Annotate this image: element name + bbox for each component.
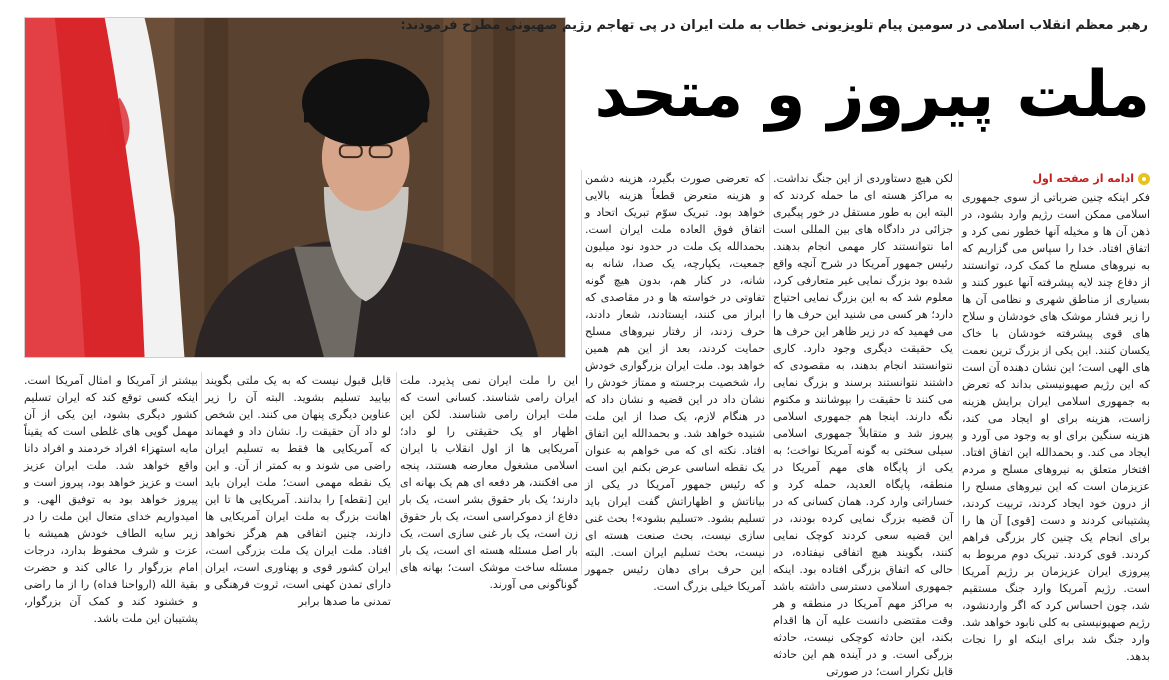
column-divider (581, 170, 582, 575)
bullet-icon (1138, 173, 1150, 185)
continuation-label: ادامه از صفحه اول (1032, 172, 1134, 185)
column-text: قابل قبول نیست که به یک ملتی بگویند بیایید تسلیم بشوید. البته آن را زیر عناوین دیگری پنهان می کنند. این شخص لو داد آن حقیقت را. نشان داد و فهماند که آمریکایی ها فقط به تسلیم ایران راضی می شوند و به کمتر از آن. و این یک نقطه مهمی است؛ ملت ایران باید این [نقطه] را بدانند. آمریکایی ها تا این اهانت بزرگ به ملت ایران آمریکایی ها دارند، چنین اتفاقی هم هرگز نخواهد افتاد. ملت ایران یک ملت بزرگی است، ایران کشور قوی و پهناوری است، ایران دارای تمدن کهنی است، ثروت فرهنگی و تمدنی ما صدها برابر (205, 374, 391, 608)
article-column-1 (961, 170, 1150, 663)
column-text: بیشتر از آمریکا و امثال آمریکا است. اینکه کسی توقع کند که ایران تسلیم کشور دیگری بشود، این یکی از آن مهمل گویی های غلطی است که یقیناً مایه استهزاء افراد خردمند و افراد دانا واقع خواهد شد. ملت ایران عزیز است و عزیز خواهد بود، پیروز است و پیروز خواهد بود به توفیق الهی. و امیدواریم خدای متعال این ملت را در زیر سایه الطاف خودش همیشه با عزت و شرف محفوظ بدارد، درجات امام بزرگوار را عالی کند و حضرت بقیة الله (ارواحنا فداه) را از ما راضی و خشنود کند و کمک آن بزرگوار، پشتیبان این ملت باشد. (24, 374, 198, 625)
article-column-3 (585, 170, 765, 593)
column-divider (396, 372, 397, 575)
column-text: که تعرضی صورت بگیرد، هزینه دشمن و هزینه متعرض قطعاً هزینه بالایی خواهد بود. تبریک سوّم تبریک اتحاد و اتفاق فوق العاده ملت ایران است. بحمدالله یک ملت در حدود نود میلیون جمعیت، یکپارچه، یک صدا، شانه به شانه، در کنار هم، بدون هیچ گونه تفاوتی در خواسته ها و در مقاصدی که ابراز می کنند، ایستادند، شعار دادند، حرف زدند، از رفتار نیروهای مسلح حمایت کردند، بعد از این هم همین خواهد بود. ملت ایران بزرگواری خودش را، شخصیت برجسته و ممتاز خودش را نشان داد در این قضیه و نشان داد که در هنگام لازم، یک صدا از این ملت شنیده خواهد شد. و بحمدالله این اتفاق افتاد. نکته ای که می خواهم به عنوان یک نقطه اساسی عرض بکنم این است که رئیس جمهور آمریکا در یکی از بیاناتش و اظهاراتش گفت ایران باید تسلیم بشود. «تسلیم بشود»! بحث غنی سازی نیست، بحث صنعت هسته ای نیست، بحث تسلیم ایران است. البته این حرف برای دهان رئیس جمهور آمریکا خیلی بزرگ است. (585, 172, 765, 593)
column-text: فکر اینکه چنین ضرباتی از سوی جمهوری اسلامی ممکن است رژیم وارد بشود، در ذهن آن ها و مخیله آنها خطور نمی کرد و اتفاق افتاد. خدا را سپاس می گزاریم که به نیروهای مسلح ما کمک کرد، توانستند از دفاع چند لایه پیشرفته آنها عبور کنند و بسیاری از مناطق شهری و نظامی آن ها را زیر فشار موشک های خودشان و سلاح های قوی پیشرفته خودشان با خاک یکسان کنند. این یکی از بزرگ ترین نعمت های الهی است؛ این نشان دهنده آن است که این رژیم صهیونیستی بداند که تعرض به جمهوری اسلامی ایران برایش هزینه زاست، هزینه برای او ایجاد می کند، هزینه سنگین برای او به وجود می آورد و ایجاد می کند. و بحمدالله این اتفاق افتاد. افتخار متعلق به نیروهای مسلح و مردم عزیزمان است که این نیروهای مسلح را از درون خود ایجاد کردند، تربیت کردند، پشتیبانی کردند و دست [قوی] آن ها را برای انجام یک چنین کار بزرگی فراهم کردند. قوی کردند. تبریک دوم مربوط به پیروزی ایران عزیزمان بر رژیم آمریکا است. رژیم آمریکا وارد جنگ مستقیم شد، چون احساس کرد که اگر واردنشود، رژیم صهیونیستی به کلی نابود خواهد شد. وارد جنگ شد برای اینکه او را نجات بدهد. (961, 191, 1150, 663)
column-divider (958, 170, 959, 575)
portrait-image (25, 18, 565, 357)
continuation-marker[interactable] (962, 170, 1150, 187)
article-column-4 (400, 372, 578, 591)
column-divider (201, 372, 202, 575)
article-column-2 (773, 170, 953, 678)
column-text: لکن هیچ دستاوردی از این جنگ نداشت. به مراکز هسته ای ما حمله کردند که البته این به طور مستقل در خور پیگیری جزائی در دادگاه های بین المللی است اما نتوانستند کار مهمی انجام بدهند. رئیس جمهور آمریکا در شرح آنچه واقع شده بود بزرگ نمایی غیر متعارفی کرد، معلوم شد که به این بزرگ نمایی احتیاج دارد؛ هر کسی می شنید این حرف ها را می فهمید که در زیر ظاهر این حرف ها یک حقیقت دیگری وجود دارد. کاری نتوانستند انجام بدهند، به مقصودی که داشتند نتوانستند برسند و بزرگ نمایی می کنند تا حقیقت را بپوشانند و مکتوم نگه دارند. اینجا هم جمهوری اسلامی پیروز شد و متقابلاً جمهوری اسلامی سیلی سختی به گونه آمریکا نواخت؛ به یکی از پایگاه های مهم آمریکا در منطقه، پایگاه العدید، حمله کرد و خساراتی وارد کرد. همان کسانی که در آن قضیه بزرگ نمایی کرده بودند، در این قضیه سعی کردند کوچک نمایی کنند، بگویند هیچ اتفاقی نیفتاده، در حالی که اتفاق بزرگی افتاده بود. اینکه جمهوری اسلامی دسترسی داشته باشد به مراکز مهم آمریکا در منطقه و هر وقت مقتضی دانست علیه آن ها اقدام بکند، این حادثه کوچکی نیست، حادثه بزرگی است. و در آینده هم این حادثه قابل تکرار است؛ در صورتی (773, 172, 953, 678)
article-column-6 (24, 372, 198, 625)
headline-kicker: رهبر معظم انقلاب اسلامی در سومین پیام تلویزیونی خطاب به ملت ایران در پی تهاجم رژیم صهیونی مطرح فرمودند: (400, 18, 1148, 33)
column-text: این را ملت ایران نمی پذیرد. ملت ایران رامی شناسند. کسانی است که ملت ایران رامی شناسند. لکن این اظهار او یک حقیقتی را لو داد؛ آمریکایی ها از اول انقلاب با ایران اسلامی مشغول معارضه هستند، پنجه می افکنند، هر دفعه ای هم یک بهانه ای دارند؛ یک بار حقوق بشر است، یک بار دفاع از دموکراسی است، یک بار حقوق زن است، یک بار غنی سازی است، یک بار اصل مسئله هسته ای است، یک بار مسئله ساخت موشک است؛ بهانه های گوناگونی می آورند. (400, 374, 578, 591)
leader-portrait-photo (24, 17, 566, 358)
column-divider (769, 170, 770, 575)
article-column-5 (205, 372, 391, 608)
main-headline: ملت پیروز و متحد (594, 58, 1150, 132)
